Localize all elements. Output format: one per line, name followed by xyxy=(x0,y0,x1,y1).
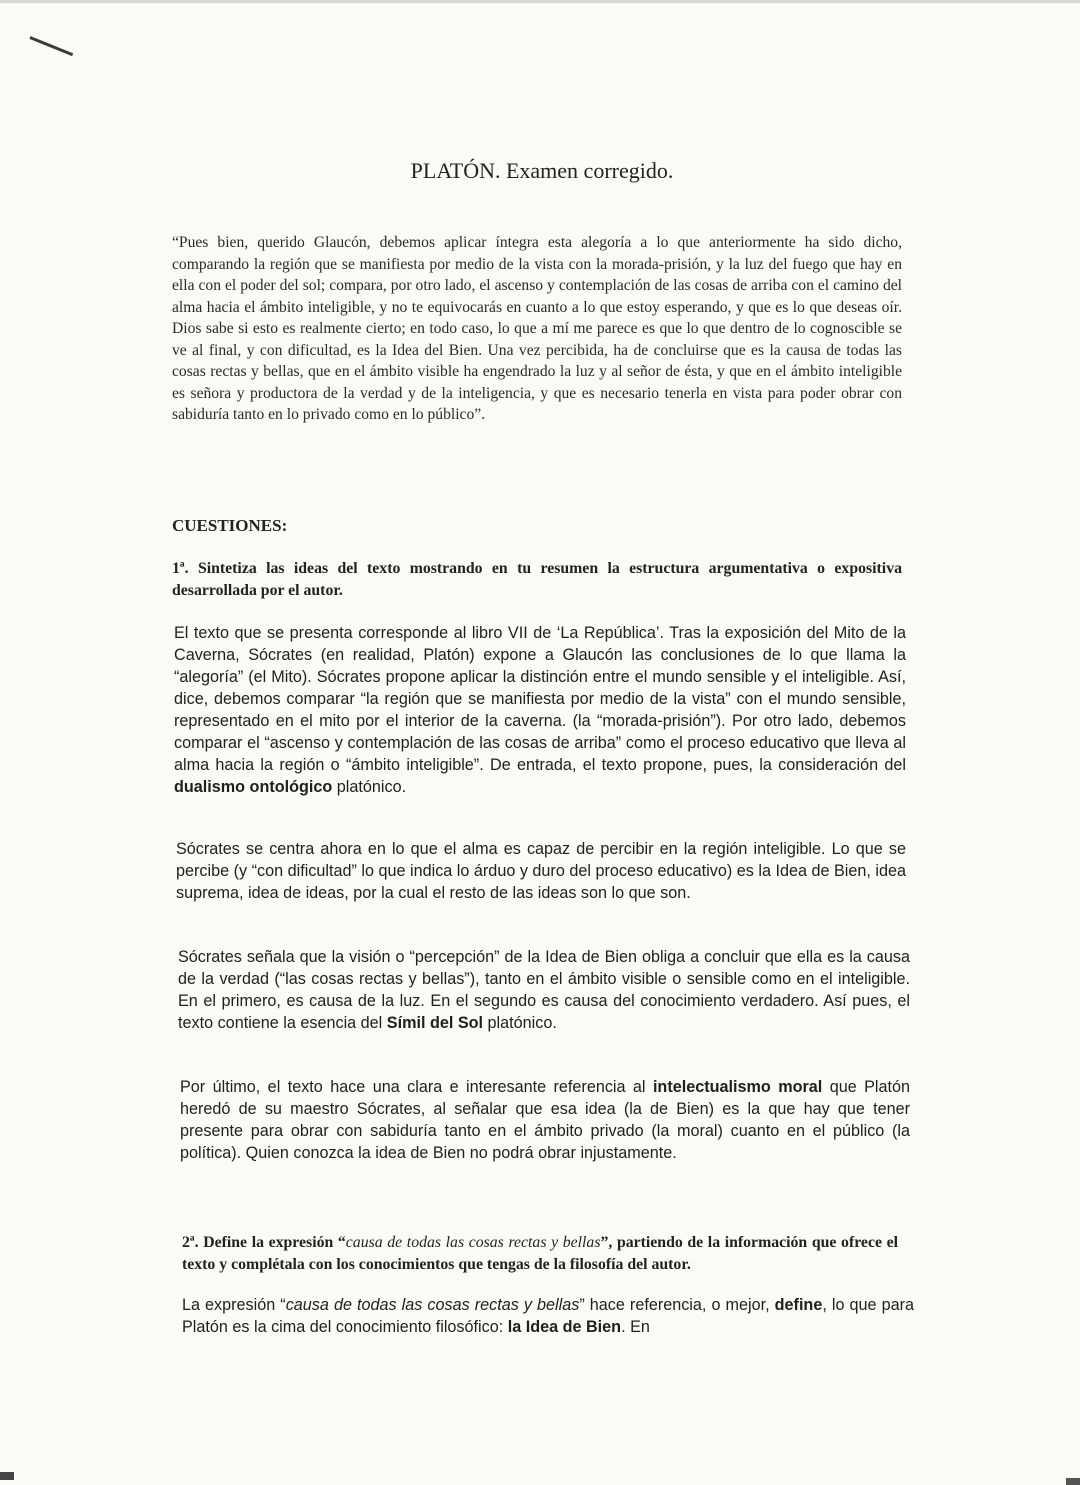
answer-1-p1-bold: dualismo ontológico xyxy=(174,778,333,796)
answer-1-paragraph-4 xyxy=(180,1076,910,1164)
scan-pen-mark xyxy=(29,36,73,56)
answer-2-t1: La expresión “ xyxy=(182,1296,286,1314)
answer-2-t2: ” hace referencia, o mejor, xyxy=(579,1296,775,1314)
cuestiones-heading: CUESTIONES: xyxy=(172,516,288,535)
answer-1-p4-end: que Platón heredó de su maestro Sócrates, al señalar que esa idea (la de Bien) es la que hay que tener presente para obrar con sabiduría tanto en el ámbito privado (la moral) cuanto en el público (la política). Quien conozca la idea de Bien no podrá obrar injustamente. xyxy=(180,1078,911,1162)
answer-2-b1: define xyxy=(774,1296,823,1314)
page-title: PLATÓN. Examen corregido. xyxy=(410,158,674,183)
question-2 xyxy=(182,1232,898,1276)
answer-2-t4: . En xyxy=(621,1318,650,1336)
answer-2-b2: la Idea de Bien xyxy=(507,1318,622,1336)
answer-2-paragraph-1 xyxy=(182,1294,914,1338)
answer-1-p4-bold: intelectualismo moral xyxy=(652,1078,823,1096)
scan-corner-mark-right xyxy=(1066,1478,1080,1485)
answer-1-paragraph-1 xyxy=(174,622,906,798)
scan-top-edge xyxy=(0,0,1080,3)
question-2-end: ”, partiendo de la información que ofrece el texto y complétala con los conocimientos que tengas de la filosofía del autor. xyxy=(182,1234,898,1273)
answer-2-i1: causa de todas las cosas rectas y bellas xyxy=(285,1296,580,1314)
answer-1-p4-start: Por último, el texto hace una clara e interesante referencia al xyxy=(180,1078,653,1096)
question-2-italic: causa de todas las cosas rectas y bellas xyxy=(345,1234,601,1251)
scan-corner-mark-left xyxy=(0,1472,14,1480)
answer-2-t3: , lo que para Platón es la cima del conocimiento filosófico: xyxy=(182,1296,914,1336)
answer-1-paragraph-2: Sócrates se centra ahora en lo que el alma es capaz de percibir en la región inteligible. Lo que se percibe (y “con dificultad” lo que indica lo árduo y duro del proceso educativo) es la Idea de Bien, idea suprema, idea de ideas, por la cual el resto de las ideas son lo que son. xyxy=(176,840,906,902)
answer-1-p3-bold: Símil del Sol xyxy=(386,1014,484,1032)
answer-1-p3-text: Sócrates señala que la visión o “percepción” de la Idea de Bien obliga a concluir que ella es la causa de la verdad (“las cosas rectas y bellas”), tanto en el ámbito visible o sensible como en el inteligible. En el primero, es causa de la luz. En el segundo es causa del conocimiento verdadero. Así pues, el texto contiene la esencia del xyxy=(178,948,910,1032)
question-1: 1ª. Sintetiza las ideas del texto mostrando en tu resumen la estructura argumentativa o expositiva desarrollada por el autor. xyxy=(172,560,902,599)
answer-1-p1-text: El texto que se presenta corresponde al libro VII de ‘La República’. Tras la exposición del Mito de la Caverna, Sócrates (en realidad, Platón) expone a Glaucón las conclusiones de lo que llama la “alegoría” (el Mito). Sócrates propone aplicar la distinción entre el mundo sensible y el inteligible. Así, dice, debemos comparar “la región que se manifiesta por medio de la vista” con el mundo sensible, representado en el mito por el interior de la caverna. (la “morada-prisión”). Por otro lado, debemos comparar el “ascenso y contemplación de las cosas de arriba” como el proceso educativo que lleva al alma hacia la región o “ámbito inteligible”. De entrada, el texto propone, pues, la consideración del xyxy=(174,624,906,774)
answer-1-paragraph-3 xyxy=(178,946,910,1034)
answer-1-p3-end: platónico. xyxy=(483,1014,557,1032)
quoted-text: “Pues bien, querido Glaucón, debemos aplicar íntegra esta alegoría a lo que anteriormente ha sido dicho, comparando la región que se manifiesta por medio de la vista con la morada-prisión, y la luz del fuego que hay en ella con el poder del sol; compara, por otro lado, el ascenso y contemplación de las cosas de arriba con el camino del alma hacia el ámbito inteligible, y no te equivocarás en cuanto a lo que estoy esperando, y que es lo que deseas oír. Dios sabe si esto es realmente cierto; en todo caso, lo que a mí me parece es que lo que dentro de lo cognoscible se ve al final, y con dificultad, es la Idea del Bien. Una vez percibida, ha de concluirse que es la causa de todas las cosas rectas y bellas, que en el ámbito visible ha engendrado la luz y al señor de ésta, y que en el ámbito inteligible es señora y productora de la verdad y de la inteligencia, y que es necesario tenerla en vista para poder obrar con sabiduría tanto en lo privado como en lo público”. xyxy=(172,234,902,423)
question-2-start: 2ª. Define la expresión “ xyxy=(182,1234,346,1251)
answer-1-p1-end: platónico. xyxy=(332,778,407,796)
